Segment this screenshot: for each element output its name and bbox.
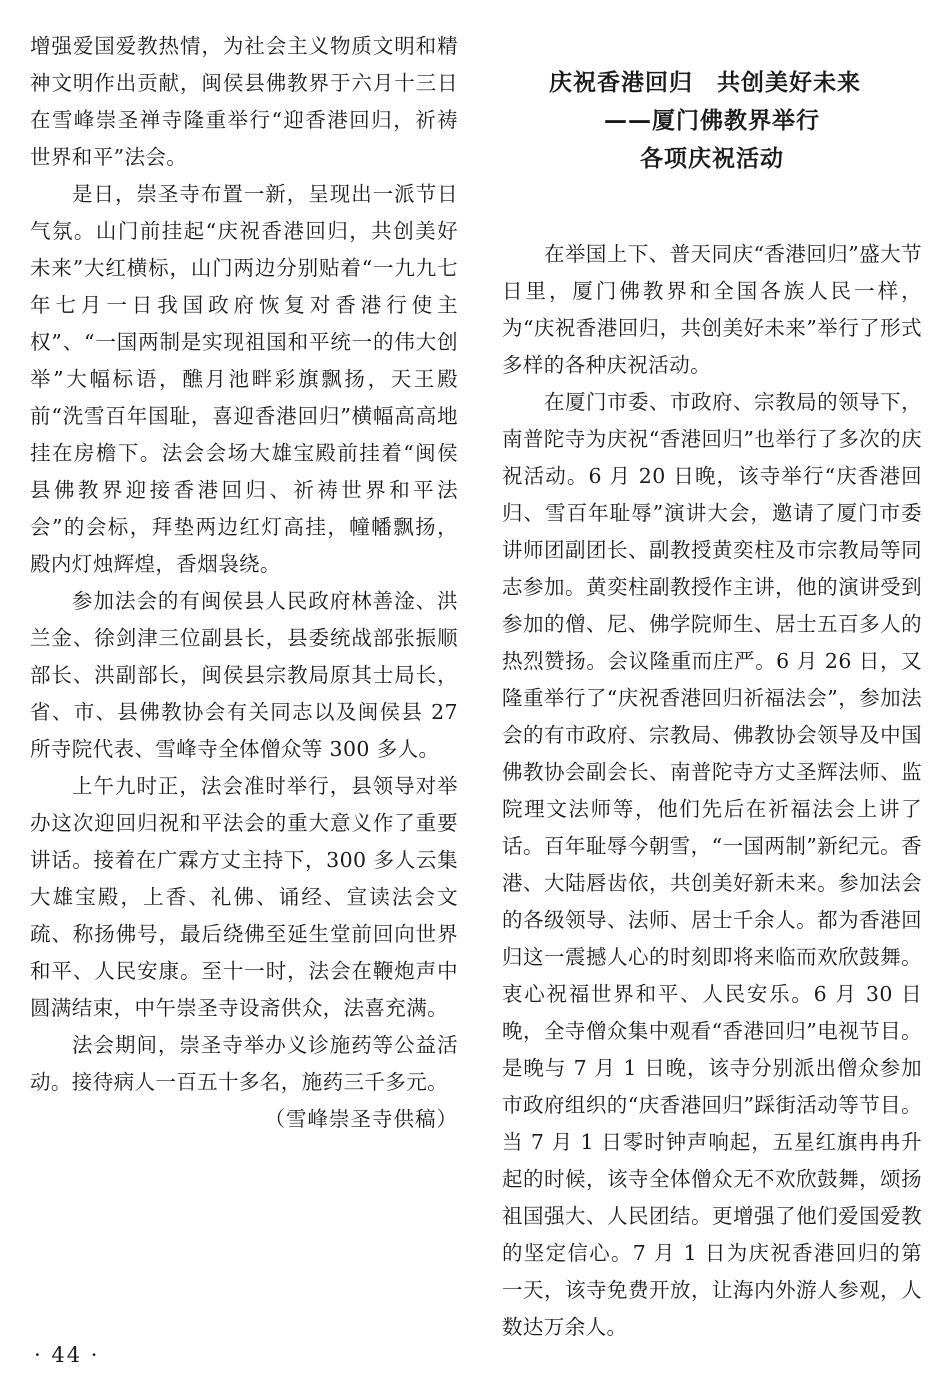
article-subtitle-line-2: 各项庆祝活动 <box>640 146 784 172</box>
right-paragraph-1: 在举国上下、普天同庆“香港回归”盛大节日里，厦门佛教界和全国各族人民一样，为“庆祝香港回归，共创美好未来”举行了形式多样的各种庆祝活动。 <box>502 242 922 377</box>
source-credit: （雪峰崇圣寺供稿） <box>264 1107 458 1131</box>
article-title: 庆祝香港回归 共创美好未来 <box>549 70 861 96</box>
left-column <box>30 28 458 1138</box>
left-paragraph-2: 是日，崇圣寺布置一新，呈现出一派节日气氛。山门前挂起“庆祝香港回归，共创美好未来”大红横标，山门两边分别贴着“一九九七年七月一日我国政府恢复对香港行使主权”、“一国两制是实现祖国和平统一的伟大创举”大幅标语，醮月池畔彩旗飘扬，天王殿前“洗雪百年国耻，喜迎香港回归”横幅高高地挂在房檐下。法会会场大雄宝殿前挂着“闽侯县佛教界迎接香港回归、祈祷世界和平法会”的会标，拜垫两边红灯高挂，幢幡飘扬，殿内灯烛辉煌，香烟袅绕。 <box>30 182 458 576</box>
left-paragraph-5: 法会期间，崇圣寺举办义诊施药等公益活动。接待病人一百五十多名，施药三千多元。 <box>30 1033 458 1094</box>
left-paragraph-3: 参加法会的有闽侯县人民政府林善淦、洪兰金、徐剑津三位副县长，县委统战部张振顺部长、洪副部长，闽侯县宗教局原其士局长，省、市、县佛教协会有关同志以及闽侯县 27 所寺院代表、雪峰寺全体僧众等 300 多人。 <box>30 589 458 761</box>
left-paragraph-1: 增强爱国爱教热情，为社会主义物质文明和精神文明作出贡献，闽侯县佛教界于六月十三日在雪峰崇圣禅寺隆重举行“迎香港回归，祈祷世界和平”法会。 <box>30 34 458 169</box>
right-paragraph-2: 在厦门市委、市政府、宗教局的领导下，南普陀寺为庆祝“香港回归”也举行了多次的庆祝活动。6 月 20 日晚，该寺举行“庆香港回归、雪百年耻辱”演讲大会，邀请了厦门市委讲师团副团长、副教授黄奕柱及市宗教局等同志参加。黄奕柱副教授作主讲，他的演讲受到参加的僧、尼、佛学院师生、居士五百多人的热烈赞扬。会议隆重而庄严。6 月 26 日，又隆重举行了“庆祝香港回归祈福法会”，参加法会的有市政府、宗教局、佛教协会领导及中国佛教协会副会长、南普陀寺方丈圣辉法师、监院理文法师等，他们先后在祈福法会上讲了话。百年耻辱今朝雪，“一国两制”新纪元。香港、大陆唇齿依，共创美好新未来。参加法会的各级领导、法师、居士千余人。都为香港回归这一震撼人心的时刻即将来临而欢欣鼓舞。衷心祝福世界和平、人民安乐。6 月 30 日晚，全寺僧众集中观看“香港回归”电视节目。是晚与 7 月 1 日晚，该寺分别派出僧众参加市政府组织的“庆香港回归”踩街活动等节目。当 7 月 1 日零时钟声响起，五星红旗冉冉升起的时候，该寺全体僧众无不欢欣鼓舞，颂扬祖国强大、人民团结。更增强了他们爱国爱教的坚定信心。7 月 1 日为庆祝香港回归的第一天，该寺免费开放，让海内外游人参观，人数达万余人。 <box>502 390 922 1339</box>
right-column <box>502 28 922 1346</box>
article-subtitle-line-1: ——厦门佛教界举行 <box>604 108 820 134</box>
article-title-block <box>502 64 922 178</box>
left-paragraph-4: 上午九时正，法会准时举行，县领导对举办这次迎回归祝和平法会的重大意义作了重要讲话。接着在广霖方丈主持下，300 多人云集大雄宝殿，上香、礼佛、诵经、宣读法会文疏、称扬佛号，最后绕佛至延生堂前回向世界和平、人民安康。至十一时，法会在鞭炮声中圆满结束，中午崇圣寺设斋供众，法喜充满。 <box>30 774 458 1020</box>
page-number: · 44 · <box>34 1343 100 1367</box>
